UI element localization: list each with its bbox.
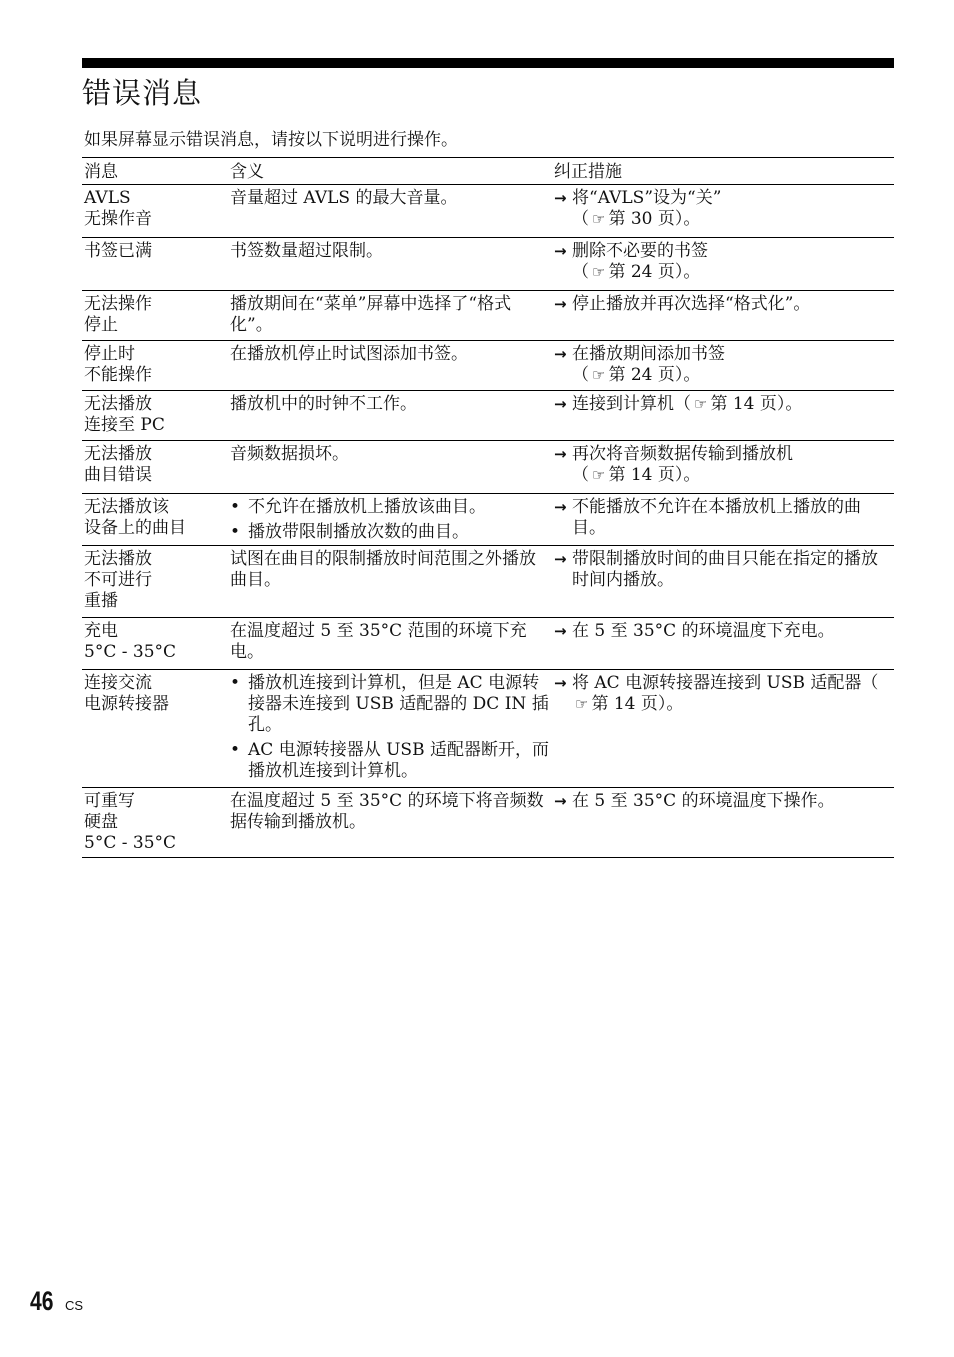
remedy-line bbox=[554, 394, 892, 415]
meaning-text: 在温度超过 5 至 35°C 的环境下将音频数据传输到播放机。 bbox=[230, 791, 544, 832]
page-reference bbox=[572, 465, 892, 486]
reference-text: 第 14 页）。 bbox=[608, 465, 701, 485]
remedy-cell bbox=[552, 291, 894, 341]
remedy-text: 带限制播放时间的曲目只能在指定的播放时间内播放。 bbox=[572, 549, 878, 590]
reference-text: 第 24 页）。 bbox=[608, 262, 701, 282]
remedy-line bbox=[554, 188, 892, 230]
meaning-cell bbox=[228, 441, 552, 494]
message-line: 停止时 bbox=[84, 344, 135, 364]
table-row bbox=[82, 391, 894, 441]
message-cell bbox=[82, 391, 228, 441]
message-cell bbox=[82, 291, 228, 341]
remedy-line bbox=[554, 673, 892, 715]
message-cell bbox=[82, 618, 228, 670]
remedy-line bbox=[554, 444, 892, 486]
remedy-cell bbox=[552, 788, 894, 858]
message-line: 不可进行 bbox=[84, 570, 152, 590]
arrow-right-icon: → bbox=[554, 550, 567, 568]
message-line: 电源转接器 bbox=[84, 694, 169, 714]
remedy-cell bbox=[552, 546, 894, 618]
message-line: 无法播放该 bbox=[84, 497, 169, 517]
bullet-icon: • bbox=[230, 673, 241, 693]
meaning-text: 播放机中的时钟不工作。 bbox=[230, 394, 417, 414]
remedy-cell bbox=[552, 670, 894, 788]
bullet-icon: • bbox=[230, 522, 241, 542]
table-row bbox=[82, 494, 894, 546]
arrow-right-icon: → bbox=[554, 792, 567, 810]
reference-text: 第 24 页）。 bbox=[608, 365, 701, 385]
arrow-right-icon: → bbox=[554, 189, 567, 207]
meaning-text: 在播放机停止时试图添加书签。 bbox=[230, 344, 468, 364]
message-cell bbox=[82, 185, 228, 238]
meaning-text: 音量超过 AVLS 的最大音量。 bbox=[230, 188, 458, 208]
message-line: 无法操作 bbox=[84, 294, 152, 314]
message-cell bbox=[82, 670, 228, 788]
remedy-text: 不能播放不允许在本播放机上播放的曲目。 bbox=[572, 497, 861, 538]
message-line: 连接至 PC bbox=[84, 415, 165, 435]
pointing-hand-icon: ☞ bbox=[592, 263, 606, 281]
message-line: 5°C - 35°C bbox=[84, 833, 177, 853]
meaning-cell bbox=[228, 618, 552, 670]
arrow-right-icon: → bbox=[554, 622, 567, 640]
meaning-cell bbox=[228, 185, 552, 238]
header-meaning: 含义 bbox=[228, 158, 552, 185]
meaning-cell bbox=[228, 494, 552, 546]
meaning-cell bbox=[228, 670, 552, 788]
meaning-text: 播放期间在“菜单”屏幕中选择了“格式化”。 bbox=[230, 294, 512, 335]
page-title: 错误消息 bbox=[82, 76, 203, 110]
page-reference bbox=[691, 394, 802, 414]
table-row bbox=[82, 441, 894, 494]
message-line: 重播 bbox=[84, 591, 118, 611]
meaning-bullet-item bbox=[230, 522, 550, 543]
arrow-right-icon: → bbox=[554, 295, 567, 313]
meaning-cell bbox=[228, 238, 552, 291]
message-line: 可重写 bbox=[84, 791, 135, 811]
table-header-row bbox=[82, 158, 894, 185]
message-line: 曲目错误 bbox=[84, 465, 152, 485]
reference-text: 第 14 页）。 bbox=[591, 694, 684, 714]
remedy-text: 将“AVLS”设为“关” bbox=[572, 188, 722, 208]
message-line: 不能操作 bbox=[84, 365, 152, 385]
remedy-cell bbox=[552, 391, 894, 441]
meaning-text: 在温度超过 5 至 35°C 范围的环境下充电。 bbox=[230, 621, 527, 662]
message-cell bbox=[82, 788, 228, 858]
remedy-text: 停止播放并再次选择“格式化”。 bbox=[572, 294, 811, 314]
meaning-text: 书签数量超过限制。 bbox=[230, 241, 383, 261]
table-row bbox=[82, 341, 894, 391]
arrow-right-icon: → bbox=[554, 395, 567, 413]
pointing-hand-icon: ☞ bbox=[575, 695, 589, 713]
reference-text: 第 14 页）。 bbox=[710, 394, 803, 414]
message-line: 无法播放 bbox=[84, 394, 152, 414]
page-reference bbox=[572, 694, 683, 714]
message-line: 设备上的曲目 bbox=[84, 518, 186, 538]
message-cell bbox=[82, 441, 228, 494]
remedy-text: 删除不必要的书签 bbox=[572, 241, 708, 261]
table-row bbox=[82, 618, 894, 670]
page-reference bbox=[572, 262, 892, 283]
message-cell bbox=[82, 494, 228, 546]
message-line: 连接交流 bbox=[84, 673, 152, 693]
arrow-right-icon: → bbox=[554, 498, 567, 516]
header-message: 消息 bbox=[82, 158, 228, 185]
remedy-text: 在 5 至 35°C 的环境温度下充电。 bbox=[572, 621, 835, 641]
meaning-text: AC 电源转接器从 USB 适配器断开，而播放机连接到计算机。 bbox=[248, 740, 549, 781]
remedy-cell bbox=[552, 185, 894, 238]
remedy-line bbox=[554, 497, 892, 539]
remedy-text: 将 AC 电源转接器连接到 USB 适配器（ bbox=[572, 673, 879, 693]
meaning-text: 不允许在播放机上播放该曲目。 bbox=[248, 497, 486, 517]
message-line: 书签已满 bbox=[84, 241, 152, 261]
table-row bbox=[82, 185, 894, 238]
message-cell bbox=[82, 341, 228, 391]
remedy-cell bbox=[552, 618, 894, 670]
remedy-cell bbox=[552, 441, 894, 494]
message-line: 无法播放 bbox=[84, 444, 152, 464]
meaning-cell bbox=[228, 391, 552, 441]
table-row bbox=[82, 546, 894, 618]
remedy-text: 再次将音频数据传输到播放机 bbox=[572, 444, 793, 464]
meaning-bullet-item bbox=[230, 497, 550, 518]
remedy-line bbox=[554, 549, 892, 591]
meaning-text: 播放带限制播放次数的曲目。 bbox=[248, 522, 469, 542]
remedy-line bbox=[554, 241, 892, 283]
remedy-text: 连接到计算机（ bbox=[572, 394, 691, 414]
reference-paren: （ bbox=[572, 465, 589, 485]
message-line: 5°C - 35°C bbox=[84, 642, 177, 662]
remedy-text: 在播放期间添加书签 bbox=[572, 344, 725, 364]
message-line: 充电 bbox=[84, 621, 118, 641]
reference-paren: （ bbox=[572, 365, 589, 385]
table-row bbox=[82, 291, 894, 341]
reference-paren: （ bbox=[572, 209, 589, 229]
arrow-right-icon: → bbox=[554, 674, 567, 692]
arrow-right-icon: → bbox=[554, 445, 567, 463]
reference-text: 第 30 页）。 bbox=[608, 209, 701, 229]
message-line: 无法播放 bbox=[84, 549, 152, 569]
top-rule bbox=[82, 58, 894, 68]
page-language-code: CS bbox=[65, 1298, 84, 1313]
arrow-right-icon: → bbox=[554, 345, 567, 363]
remedy-line bbox=[554, 791, 892, 812]
message-line: 停止 bbox=[84, 315, 118, 335]
remedy-cell bbox=[552, 341, 894, 391]
table-row bbox=[82, 788, 894, 858]
remedy-cell bbox=[552, 494, 894, 546]
bullet-icon: • bbox=[230, 497, 241, 517]
remedy-text: 在 5 至 35°C 的环境温度下操作。 bbox=[572, 791, 835, 811]
meaning-text: 音频数据损坏。 bbox=[230, 444, 349, 464]
bullet-icon: • bbox=[230, 740, 241, 760]
pointing-hand-icon: ☞ bbox=[694, 395, 708, 413]
meaning-text: 试图在曲目的限制播放时间范围之外播放曲目。 bbox=[230, 549, 536, 590]
meaning-bullet-item bbox=[230, 740, 550, 782]
pointing-hand-icon: ☞ bbox=[592, 366, 606, 384]
remedy-line bbox=[554, 344, 892, 386]
message-line: 硬盘 bbox=[84, 812, 118, 832]
meaning-text: 播放机连接到计算机，但是 AC 电源转接器未连接到 USB 适配器的 DC IN 插孔。 bbox=[248, 673, 549, 735]
meaning-cell bbox=[228, 341, 552, 391]
remedy-cell bbox=[552, 238, 894, 291]
reference-paren: （ bbox=[572, 262, 589, 282]
remedy-line bbox=[554, 621, 892, 642]
meaning-cell bbox=[228, 546, 552, 618]
meaning-cell bbox=[228, 788, 552, 858]
page-reference bbox=[572, 365, 892, 386]
table-row bbox=[82, 238, 894, 291]
error-table bbox=[82, 157, 894, 858]
remedy-line bbox=[554, 294, 892, 315]
arrow-right-icon: → bbox=[554, 242, 567, 260]
message-cell bbox=[82, 546, 228, 618]
meaning-cell bbox=[228, 291, 552, 341]
message-line: 无操作音 bbox=[84, 209, 152, 229]
pointing-hand-icon: ☞ bbox=[592, 466, 606, 484]
header-remedy: 纠正措施 bbox=[552, 158, 894, 185]
table-row bbox=[82, 670, 894, 788]
meaning-bullet-item bbox=[230, 673, 550, 736]
page-number: 46 bbox=[30, 1286, 54, 1316]
message-cell bbox=[82, 238, 228, 291]
pointing-hand-icon: ☞ bbox=[592, 210, 606, 228]
page-reference bbox=[572, 209, 892, 230]
message-line: AVLS bbox=[84, 188, 131, 208]
intro-text: 如果屏幕显示错误消息，请按以下说明进行操作。 bbox=[84, 130, 458, 150]
